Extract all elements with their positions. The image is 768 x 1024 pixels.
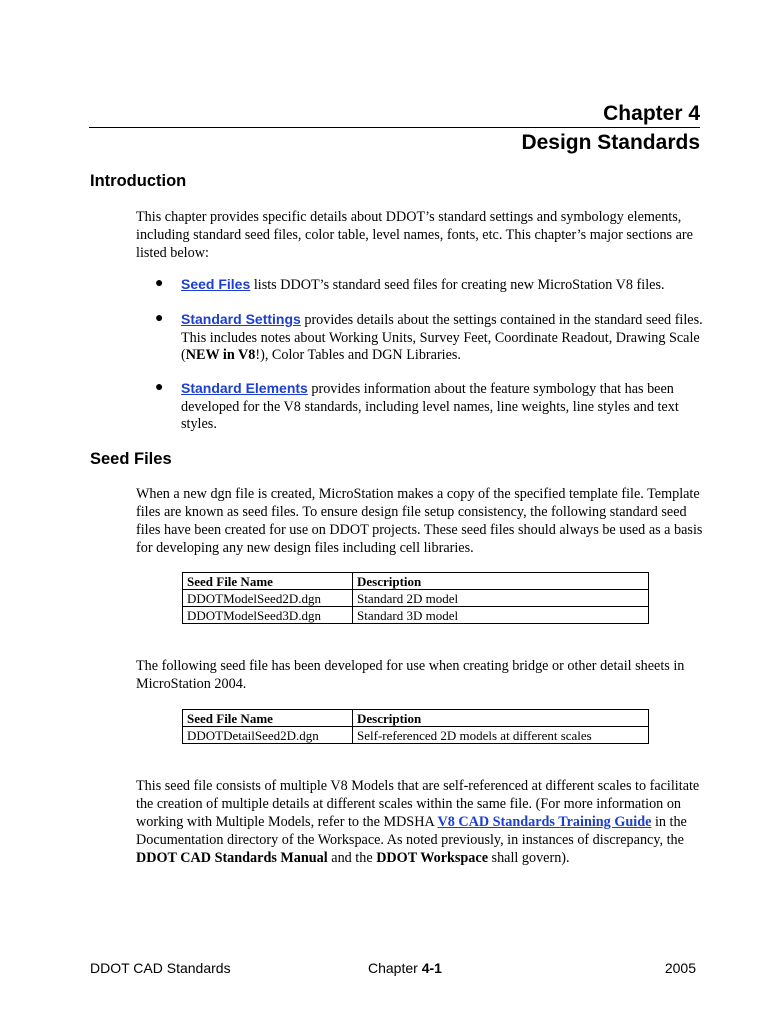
paragraph-text: in the Documentation directory of the Workspace. As noted previously, in instances of discrepancy, the xyxy=(136,814,687,848)
footer-center xyxy=(368,960,442,976)
seed-files-table xyxy=(182,572,649,624)
paragraph-text: This seed file consists of multiple V8 Models that are self-referenced at different scales to facilitate the creation of multiple details at different scales within the same file. (For more information on working with Multiple Models, refer to the MDSHA xyxy=(136,778,700,830)
training-guide-link[interactable]: V8 CAD Standards Training Guide xyxy=(437,814,652,830)
column-header: Seed File Name xyxy=(183,573,353,590)
table-cell: Standard 2D model xyxy=(353,590,649,607)
cad-standards-manual-bold: DDOT CAD Standards Manual xyxy=(136,850,328,866)
chapter-number: Chapter 4 xyxy=(603,102,700,125)
bullet-item-standard-settings xyxy=(181,311,711,365)
table-header-row xyxy=(183,710,649,727)
paragraph-text: and the xyxy=(327,850,377,866)
footer-chapter-label: Chapter xyxy=(368,960,422,976)
detail-seed-paragraph: The following seed file has been developed for use when creating bridge or other detail sheets in MicroStation 2004. xyxy=(136,658,685,692)
table-cell: DDOTModelSeed2D.dgn xyxy=(183,590,353,607)
bullet-item-seed-files xyxy=(181,276,711,295)
ddot-workspace-bold: DDOT Workspace xyxy=(376,850,488,866)
bullet-bold-text: NEW in V8 xyxy=(185,347,256,363)
table-cell: DDOTDetailSeed2D.dgn xyxy=(183,727,353,744)
seed-files-paragraph: When a new dgn file is created, MicroStation makes a copy of the specified template file. Template files are known as seed files. To ensure design file setup consistency, the following standard seed files have been created for use on DDOT projects. These seed files should always be used as a basis for developing any new design files including cell libraries. xyxy=(136,486,703,556)
bullet-marker: ● xyxy=(155,311,164,326)
standard-settings-link[interactable]: Standard Settings xyxy=(181,311,301,327)
table-cell: Standard 3D model xyxy=(353,607,649,624)
seed-files-link[interactable]: Seed Files xyxy=(181,276,251,292)
footer-right: 2005 xyxy=(664,960,696,976)
bullet-item-standard-elements xyxy=(181,380,711,434)
table-header-row xyxy=(183,573,649,590)
bullet-marker: ● xyxy=(155,380,164,395)
footer-left: DDOT CAD Standards xyxy=(90,960,231,976)
column-header: Seed File Name xyxy=(183,710,353,727)
detail-seed-table xyxy=(182,709,649,744)
bullet-text: provides details about the settings contained in the standard seed files. This includes notes about Working Units, Survey Feet, Coordinate Readout, Drawing Scale ( xyxy=(181,312,703,363)
bullet-text: provides information about the feature symbology that has been developed for the V8 standards, including level names, line weights, line styles and text styles. xyxy=(181,381,679,432)
bullet-text: lists DDOT’s standard seed files for creating new MicroStation V8 files. xyxy=(250,277,665,293)
section-heading-introduction: Introduction xyxy=(90,172,187,190)
column-header: Description xyxy=(353,573,649,590)
page-number: 4-1 xyxy=(421,960,442,976)
standard-elements-link[interactable]: Standard Elements xyxy=(181,380,308,396)
table-row xyxy=(183,727,649,744)
intro-paragraph: This chapter provides specific details about DDOT’s standard settings and symbology elements, including standard seed files, color table, level names, fonts, etc. This chapter’s major sections are listed below: xyxy=(136,209,693,261)
chapter-title: Design Standards xyxy=(521,131,700,154)
multiple-models-paragraph xyxy=(136,777,706,867)
table-row xyxy=(183,590,649,607)
title-divider xyxy=(89,127,700,128)
table-row xyxy=(183,607,649,624)
table-cell: DDOTModelSeed3D.dgn xyxy=(183,607,353,624)
section-heading-seed-files: Seed Files xyxy=(90,450,172,468)
column-header: Description xyxy=(353,710,649,727)
bullet-text-after: !), Color Tables and DGN Libraries. xyxy=(255,347,461,363)
bullet-marker: ● xyxy=(155,276,164,291)
table-cell: Self-referenced 2D models at different scales xyxy=(353,727,649,744)
paragraph-text: shall govern). xyxy=(488,850,570,866)
